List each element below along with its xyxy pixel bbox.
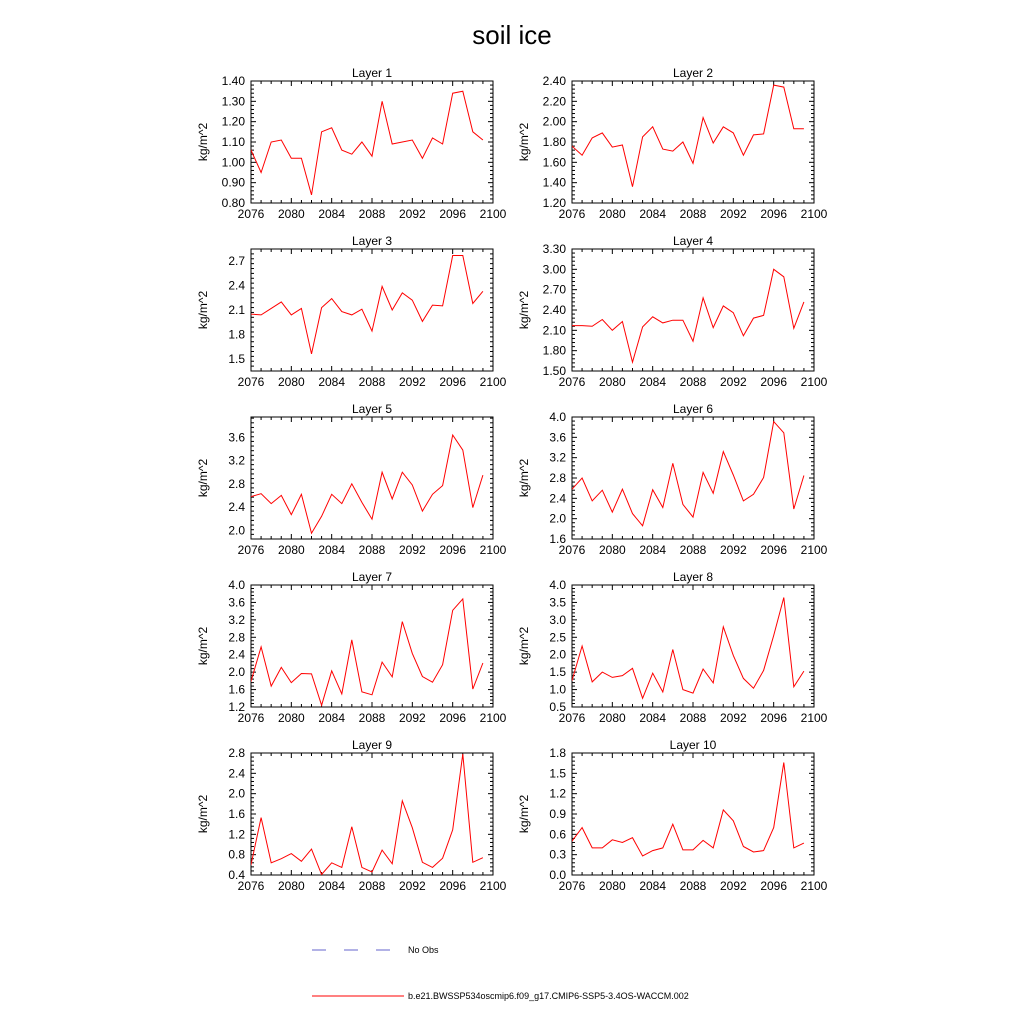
y-tick-label: 2.4 bbox=[549, 491, 566, 506]
y-tick-label: 1.50 bbox=[542, 364, 566, 378]
x-tick-label: 2080 bbox=[598, 879, 626, 893]
x-tick-label: 2092 bbox=[719, 711, 747, 725]
series-line bbox=[241, 599, 483, 705]
y-axis-label: kg/m^2 bbox=[517, 794, 531, 834]
y-tick-label: 4.0 bbox=[549, 410, 566, 424]
y-tick-label: 1.8 bbox=[228, 327, 245, 342]
y-tick-label: 2.4 bbox=[228, 278, 245, 293]
y-axis-label: kg/m^2 bbox=[517, 626, 531, 666]
y-axis-label: kg/m^2 bbox=[196, 458, 210, 498]
x-tick-label: 2092 bbox=[719, 879, 747, 893]
x-tick-label: 2088 bbox=[679, 879, 707, 893]
x-tick-label: 2084 bbox=[639, 711, 667, 725]
panel-layer-10 bbox=[517, 738, 828, 893]
panels bbox=[196, 66, 828, 893]
x-tick-label: 2092 bbox=[719, 543, 747, 557]
x-tick-label: 2080 bbox=[277, 711, 305, 725]
y-axis-label: kg/m^2 bbox=[517, 458, 531, 498]
x-tick-label: 2096 bbox=[760, 375, 788, 389]
x-tick-label: 2100 bbox=[479, 711, 507, 725]
x-tick-label: 2100 bbox=[800, 375, 828, 389]
y-tick-label: 0.9 bbox=[549, 807, 566, 821]
y-tick-label: 2.10 bbox=[542, 323, 566, 338]
y-tick-label: 1.5 bbox=[549, 766, 566, 781]
y-tick-label: 2.8 bbox=[228, 476, 245, 491]
x-tick-label: 2100 bbox=[479, 543, 507, 557]
y-tick-label: 4.0 bbox=[549, 578, 566, 592]
x-tick-label: 2084 bbox=[318, 543, 346, 557]
x-tick-label: 2092 bbox=[398, 543, 426, 557]
y-axis-label: kg/m^2 bbox=[196, 794, 210, 834]
y-tick-label: 1.80 bbox=[542, 343, 566, 358]
y-tick-label: 1.8 bbox=[549, 746, 566, 760]
y-tick-label: 1.00 bbox=[221, 155, 245, 170]
x-tick-label: 2096 bbox=[439, 543, 467, 557]
panel-title: Layer 1 bbox=[351, 66, 393, 80]
x-tick-label: 2076 bbox=[558, 879, 586, 893]
panel-title: Layer 10 bbox=[669, 738, 717, 752]
y-axis-label: kg/m^2 bbox=[517, 290, 531, 330]
y-tick-label: 0.4 bbox=[228, 868, 245, 882]
x-tick-label: 2092 bbox=[398, 711, 426, 725]
x-tick-label: 2088 bbox=[679, 543, 707, 557]
x-tick-label: 2080 bbox=[277, 375, 305, 389]
series-line bbox=[241, 91, 483, 195]
series-line bbox=[241, 435, 483, 533]
y-tick-label: 0.90 bbox=[221, 175, 245, 190]
panel-layer-8 bbox=[517, 570, 828, 725]
y-tick-label: 2.8 bbox=[228, 630, 245, 645]
panel-title: Layer 8 bbox=[672, 570, 714, 584]
x-tick-label: 2088 bbox=[679, 375, 707, 389]
y-tick-label: 2.00 bbox=[542, 114, 566, 129]
x-tick-label: 2076 bbox=[237, 879, 265, 893]
x-tick-label: 2076 bbox=[237, 711, 265, 725]
x-tick-label: 2076 bbox=[237, 375, 265, 389]
x-tick-label: 2088 bbox=[358, 375, 386, 389]
y-tick-label: 1.20 bbox=[542, 196, 566, 210]
y-axis-label: kg/m^2 bbox=[196, 626, 210, 666]
panel-title: Layer 7 bbox=[351, 570, 393, 584]
panel-title: Layer 5 bbox=[351, 402, 393, 416]
y-axis-label: kg/m^2 bbox=[196, 290, 210, 330]
x-tick-label: 2096 bbox=[439, 375, 467, 389]
panel-layer-7 bbox=[196, 570, 507, 725]
series-line bbox=[562, 422, 804, 526]
x-tick-label: 2084 bbox=[318, 711, 346, 725]
x-tick-label: 2100 bbox=[800, 207, 828, 221]
x-tick-label: 2088 bbox=[679, 711, 707, 725]
y-tick-label: 1.60 bbox=[542, 155, 566, 170]
y-tick-label: 2.0 bbox=[549, 511, 566, 526]
series-line bbox=[241, 256, 483, 354]
x-tick-label: 2100 bbox=[479, 207, 507, 221]
y-tick-label: 3.2 bbox=[228, 612, 245, 627]
y-tick-label: 2.40 bbox=[542, 74, 566, 88]
y-tick-label: 3.00 bbox=[542, 262, 566, 277]
x-tick-label: 2076 bbox=[237, 207, 265, 221]
x-tick-label: 2092 bbox=[719, 207, 747, 221]
panel-layer-4 bbox=[517, 234, 828, 389]
y-tick-label: 2.0 bbox=[228, 786, 245, 801]
series-line bbox=[562, 763, 804, 857]
y-tick-label: 2.0 bbox=[228, 523, 245, 538]
x-tick-label: 2096 bbox=[760, 543, 788, 557]
panel-layer-5 bbox=[196, 402, 507, 557]
y-tick-label: 2.7 bbox=[228, 254, 245, 269]
plot-frame bbox=[251, 417, 493, 539]
x-tick-label: 2088 bbox=[358, 207, 386, 221]
y-tick-label: 1.2 bbox=[228, 827, 245, 842]
y-tick-label: 0.80 bbox=[221, 196, 245, 210]
x-tick-label: 2076 bbox=[558, 711, 586, 725]
y-tick-label: 3.6 bbox=[228, 430, 245, 445]
y-tick-label: 2.4 bbox=[228, 500, 245, 515]
y-tick-label: 0.6 bbox=[549, 827, 566, 842]
y-tick-label: 0.0 bbox=[549, 868, 566, 882]
x-tick-label: 2088 bbox=[358, 879, 386, 893]
y-tick-label: 2.0 bbox=[228, 665, 245, 680]
y-tick-label: 2.0 bbox=[549, 647, 566, 662]
y-tick-label: 1.5 bbox=[228, 351, 245, 366]
x-tick-label: 2084 bbox=[318, 375, 346, 389]
plot-frame bbox=[572, 585, 814, 707]
x-tick-label: 2100 bbox=[800, 543, 828, 557]
x-tick-label: 2088 bbox=[358, 543, 386, 557]
figure-title: soil ice bbox=[472, 20, 552, 50]
y-tick-label: 3.5 bbox=[549, 595, 566, 610]
x-tick-label: 2096 bbox=[439, 879, 467, 893]
panel-layer-9 bbox=[196, 738, 507, 893]
x-tick-label: 2084 bbox=[318, 879, 346, 893]
y-tick-label: 3.6 bbox=[549, 430, 566, 445]
y-tick-label: 1.40 bbox=[542, 175, 566, 190]
y-tick-label: 2.5 bbox=[549, 630, 566, 645]
legend bbox=[312, 945, 689, 1001]
x-tick-label: 2092 bbox=[398, 879, 426, 893]
panel-layer-2 bbox=[517, 66, 828, 221]
panel-title: Layer 6 bbox=[672, 402, 714, 416]
y-tick-label: 3.6 bbox=[228, 595, 245, 610]
panel-title: Layer 4 bbox=[672, 234, 714, 248]
x-tick-label: 2096 bbox=[760, 207, 788, 221]
x-tick-label: 2096 bbox=[439, 207, 467, 221]
y-tick-label: 2.4 bbox=[228, 766, 245, 781]
legend-label-no-obs: No Obs bbox=[408, 945, 439, 955]
x-tick-label: 2076 bbox=[237, 543, 265, 557]
y-tick-label: 1.6 bbox=[228, 807, 245, 821]
y-tick-label: 1.5 bbox=[549, 665, 566, 680]
y-tick-label: 3.2 bbox=[228, 453, 245, 468]
plot-frame bbox=[251, 585, 493, 707]
y-tick-label: 1.2 bbox=[549, 786, 566, 801]
x-tick-label: 2076 bbox=[558, 375, 586, 389]
y-tick-label: 2.40 bbox=[542, 303, 566, 317]
x-tick-label: 2100 bbox=[479, 879, 507, 893]
y-tick-label: 2.1 bbox=[228, 303, 245, 317]
x-tick-label: 2084 bbox=[639, 207, 667, 221]
y-tick-label: 1.10 bbox=[221, 135, 245, 149]
y-tick-label: 4.0 bbox=[228, 578, 245, 592]
x-tick-label: 2084 bbox=[318, 207, 346, 221]
legend-label-run: b.e21.BWSSP534oscmip6.f09_g17.CMIP6-SSP5-3.4OS-WACCM.002 bbox=[408, 991, 689, 1001]
x-tick-label: 2092 bbox=[398, 207, 426, 221]
x-tick-label: 2084 bbox=[639, 543, 667, 557]
x-tick-label: 2080 bbox=[598, 375, 626, 389]
panel-title: Layer 2 bbox=[672, 66, 714, 80]
panel-layer-1 bbox=[196, 66, 507, 221]
y-tick-label: 1.0 bbox=[549, 682, 566, 697]
x-tick-label: 2092 bbox=[398, 375, 426, 389]
x-tick-label: 2080 bbox=[277, 879, 305, 893]
x-tick-label: 2080 bbox=[277, 543, 305, 557]
y-tick-label: 1.80 bbox=[542, 135, 566, 149]
y-tick-label: 3.0 bbox=[549, 612, 566, 627]
y-tick-label: 1.30 bbox=[221, 94, 245, 109]
x-tick-label: 2080 bbox=[598, 543, 626, 557]
x-tick-label: 2080 bbox=[598, 207, 626, 221]
x-tick-label: 2100 bbox=[479, 375, 507, 389]
x-tick-label: 2088 bbox=[358, 711, 386, 725]
y-tick-label: 1.6 bbox=[549, 532, 566, 546]
y-tick-label: 3.2 bbox=[549, 450, 566, 465]
plot-frame bbox=[572, 249, 814, 371]
x-tick-label: 2080 bbox=[598, 711, 626, 725]
y-tick-label: 2.8 bbox=[228, 746, 245, 760]
y-tick-label: 0.5 bbox=[549, 700, 566, 714]
x-tick-label: 2080 bbox=[277, 207, 305, 221]
y-tick-label: 1.2 bbox=[228, 700, 245, 714]
y-axis-label: kg/m^2 bbox=[517, 122, 531, 162]
panel-layer-3 bbox=[196, 234, 507, 389]
series-line bbox=[562, 269, 804, 362]
x-tick-label: 2076 bbox=[558, 543, 586, 557]
y-tick-label: 0.8 bbox=[228, 847, 245, 862]
x-tick-label: 2100 bbox=[800, 711, 828, 725]
plot-frame bbox=[251, 81, 493, 203]
x-tick-label: 2096 bbox=[760, 711, 788, 725]
y-tick-label: 1.40 bbox=[221, 74, 245, 88]
y-tick-label: 0.3 bbox=[549, 847, 566, 862]
panel-title: Layer 9 bbox=[351, 738, 393, 752]
x-tick-label: 2088 bbox=[679, 207, 707, 221]
panel-layer-6 bbox=[517, 402, 828, 557]
x-tick-label: 2092 bbox=[719, 375, 747, 389]
y-tick-label: 1.6 bbox=[228, 682, 245, 697]
x-tick-label: 2084 bbox=[639, 375, 667, 389]
series-line bbox=[562, 85, 804, 187]
y-tick-label: 2.8 bbox=[549, 471, 566, 485]
y-axis-label: kg/m^2 bbox=[196, 122, 210, 162]
y-tick-label: 2.4 bbox=[228, 647, 245, 662]
x-tick-label: 2096 bbox=[439, 711, 467, 725]
x-tick-label: 2076 bbox=[558, 207, 586, 221]
x-tick-label: 2084 bbox=[639, 879, 667, 893]
plot-frame bbox=[572, 753, 814, 875]
y-tick-label: 3.30 bbox=[542, 242, 566, 256]
plot-frame bbox=[572, 417, 814, 539]
series-line bbox=[241, 754, 483, 875]
x-tick-label: 2100 bbox=[800, 879, 828, 893]
x-tick-label: 2096 bbox=[760, 879, 788, 893]
y-tick-label: 2.70 bbox=[542, 282, 566, 297]
panel-title: Layer 3 bbox=[351, 234, 393, 248]
plot-frame bbox=[251, 753, 493, 875]
series-line bbox=[562, 598, 804, 699]
y-tick-label: 2.20 bbox=[542, 94, 566, 109]
y-tick-label: 1.20 bbox=[221, 114, 245, 129]
